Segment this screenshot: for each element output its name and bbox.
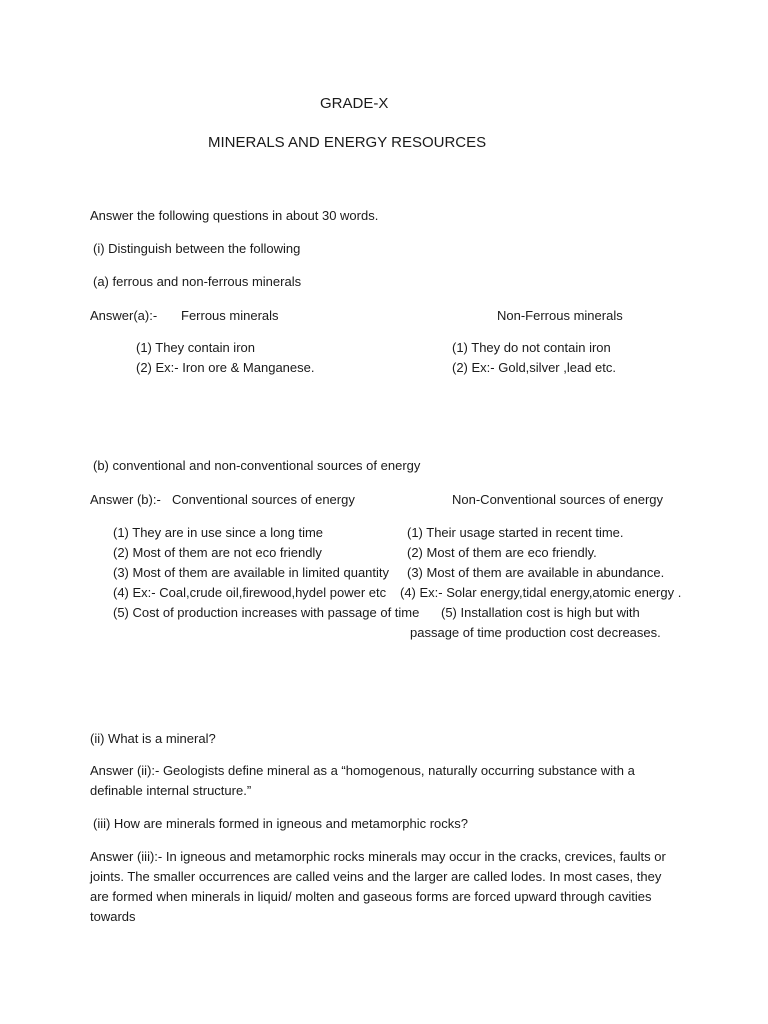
non-ferrous-item: (2) Ex:- Gold,silver ,lead etc. (452, 360, 616, 375)
non-ferrous-item: (1) They do not contain iron (452, 340, 611, 355)
non-conventional-item: (5) Installation cost is high but with (441, 605, 640, 620)
ferrous-item: (1) They contain iron (136, 340, 255, 355)
grade-heading: GRADE-X (320, 95, 389, 112)
question-iii: (iii) How are minerals formed in igneous and metamorphic rocks? (93, 816, 468, 831)
non-ferrous-heading: Non-Ferrous minerals (497, 308, 623, 323)
answer-ii: Answer (ii):- Geologists define mineral as a “homogenous, naturally occurring substance with a definable internal structure.” (90, 763, 635, 798)
answer-b-label: Answer (b):- (90, 492, 161, 507)
question-i: (i) Distinguish between the following (93, 241, 301, 256)
answer-iii: Answer (iii):- In igneous and metamorphic rocks minerals may occur in the cracks, crevices, faults or joints. The smaller occurrences are called veins and the larger are called lodes. In most cases, they are formed when minerals in liquid/ molten and gaseous forms are forced upward through cavities towards (90, 849, 666, 924)
question-ii: (ii) What is a mineral? (90, 731, 216, 746)
conventional-item: (4) Ex:- Coal,crude oil,firewood,hydel power etc (113, 585, 387, 600)
conventional-heading: Conventional sources of energy (172, 492, 355, 507)
non-conventional-item: (2) Most of them are eco friendly. (407, 545, 597, 560)
conventional-item: (3) Most of them are available in limited quantity (113, 565, 390, 580)
non-conventional-item: (3) Most of them are available in abundance. (407, 565, 665, 580)
question-i-a: (a) ferrous and non-ferrous minerals (93, 274, 302, 289)
instructions-text: Answer the following questions in about 30 words. (90, 208, 379, 223)
non-conventional-item: (4) Ex:- Solar energy,tidal energy,atomic energy . (400, 585, 682, 600)
ferrous-heading: Ferrous minerals (181, 308, 279, 323)
document-title: MINERALS AND ENERGY RESOURCES (208, 134, 487, 151)
non-conventional-heading: Non-Conventional sources of energy (452, 492, 664, 507)
conventional-item: (2) Most of them are not eco friendly (113, 545, 322, 560)
non-conventional-item-continued: passage of time production cost decreases. (410, 625, 661, 640)
non-conventional-item: (1) Their usage started in recent time. (407, 525, 624, 540)
conventional-item: (1) They are in use since a long time (113, 525, 324, 540)
conventional-item: (5) Cost of production increases with passage of time (113, 605, 420, 620)
ferrous-item: (2) Ex:- Iron ore & Manganese. (136, 360, 315, 375)
answer-a-label: Answer(a):- (90, 308, 158, 323)
question-i-b: (b) conventional and non-conventional sources of energy (93, 458, 421, 473)
